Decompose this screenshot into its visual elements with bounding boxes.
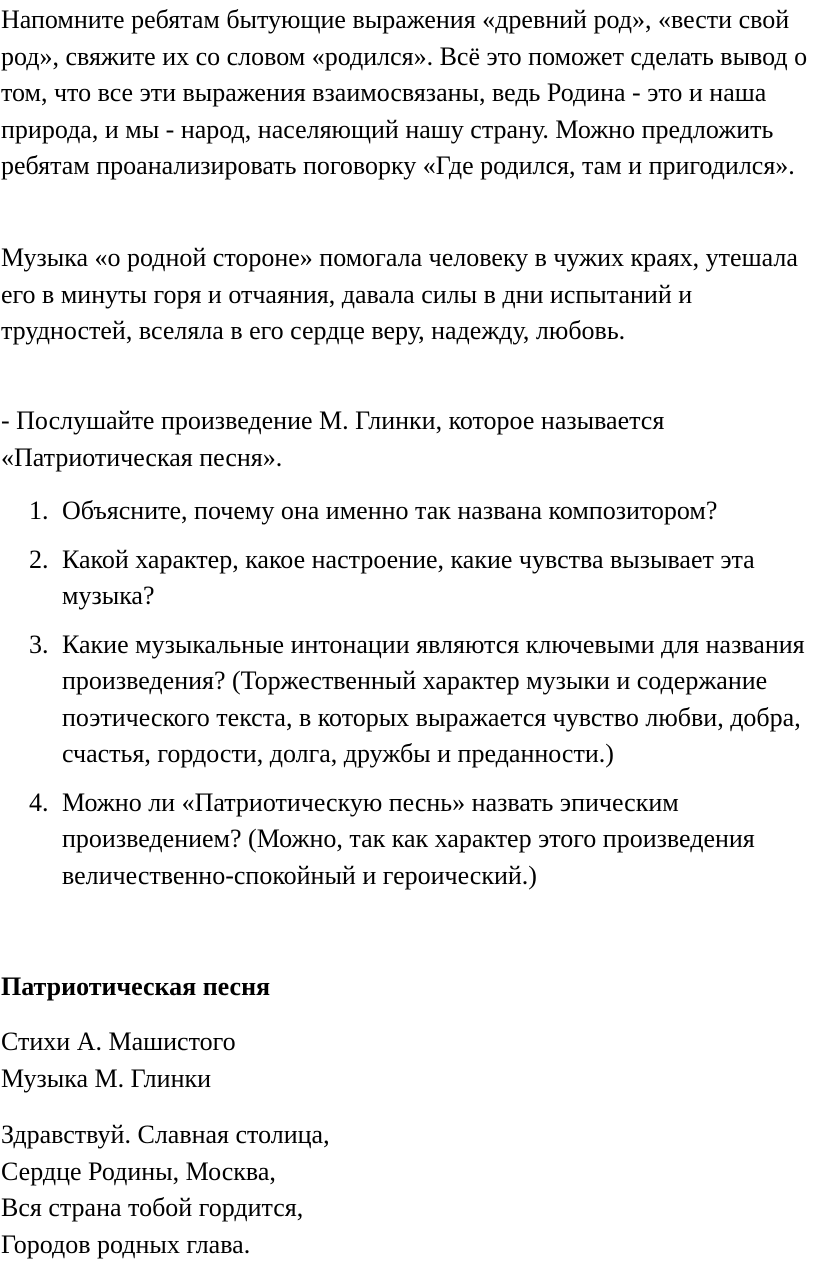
verse-line: Здравствуй. Славная столица, bbox=[1, 1120, 330, 1149]
question-number: 4. bbox=[29, 787, 49, 817]
question-item bbox=[0, 627, 816, 773]
question-text: Какие музыкальные интонации являются ключевыми для названия произведения? (Торжественный характер музыки и содержание поэтического текста, в которых выражается чувство любви, добра, счастья, гордости, долга, дружбы и преданности.) bbox=[62, 629, 805, 768]
question-text: Объясните, почему она именно так названа композитором? bbox=[62, 496, 718, 525]
question-item bbox=[0, 493, 816, 530]
question-item bbox=[0, 785, 816, 895]
question-text: Какой характер, какое настроение, какие чувства вызывает эта музыка? bbox=[62, 544, 755, 610]
question-number: 2. bbox=[29, 544, 49, 574]
verse-line: Вся страна тобой гордится, bbox=[1, 1193, 304, 1222]
question-number: 3. bbox=[29, 629, 49, 659]
question-number: 1. bbox=[29, 496, 49, 525]
song-title: Патриотическая песня bbox=[1, 972, 271, 1001]
question-text: Можно ли «Патриотическую песнь» назвать эпическим произведением? (Можно, так как характер этого произведения величественно-спокойный и героический.) bbox=[62, 787, 755, 890]
question-list bbox=[0, 493, 816, 906]
question-item bbox=[0, 542, 816, 615]
music-paragraph: Музыка «о родной стороне» помогала человеку в чужих краях, утешала его в минуты горя и отчаяния, давала силы в дни испытаний и трудностей, вселяла в его сердце веру, надежду, любовь. bbox=[1, 243, 798, 345]
lyrics-credit: Стихи А. Машистого bbox=[1, 1027, 236, 1056]
verse-line: Сердце Родины, Москва, bbox=[1, 1156, 276, 1186]
song-verse bbox=[0, 1117, 813, 1263]
listen-instruction: - Послушайте произведение М. Глинки, которое называется «Патриотическая песня». bbox=[1, 406, 665, 472]
verse-line: Городов родных глава. bbox=[1, 1229, 251, 1259]
song-credits bbox=[0, 1024, 813, 1097]
intro-paragraph: Напомните ребятам бытующие выражения «древний род», «вести свой род», свяжите их со словом «родился». Всё это поможет сделать вывод о том, что все эти выражения взаимосвязаны, ведь Родина - это и наша природа, и мы - народ, населяющий нашу страну. Можно предложить ребятам проанализировать поговорку «Где родился, там и пригодился». bbox=[1, 5, 808, 180]
music-credit: Музыка М. Глинки bbox=[1, 1063, 212, 1093]
